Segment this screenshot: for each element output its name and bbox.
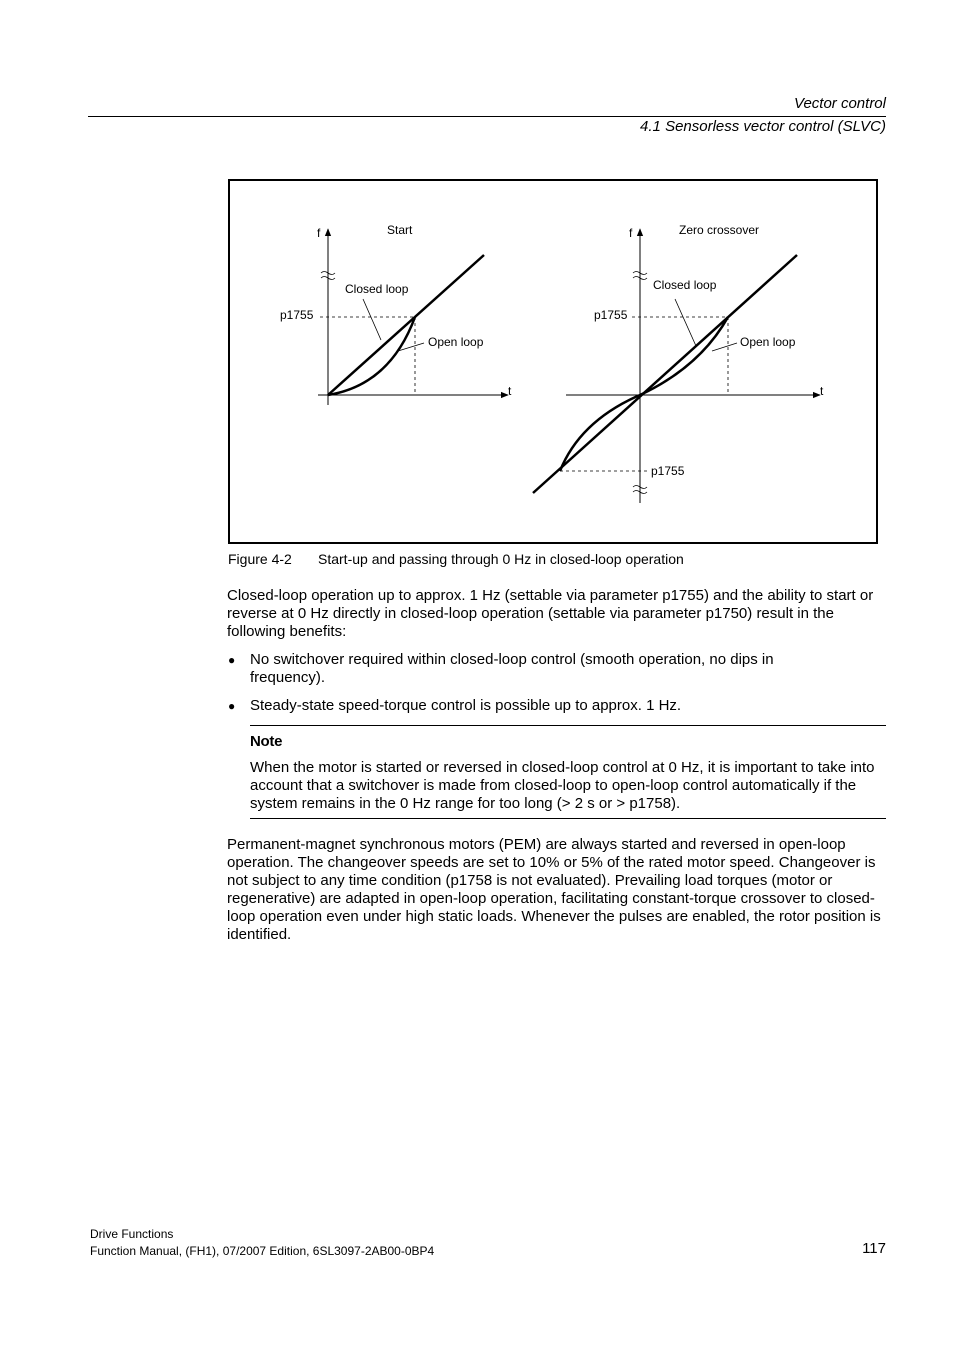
left-closed-loop-label: Closed loop: [345, 282, 409, 296]
list-item-text: No switchover required within closed-loop control (smooth operation, no dips in frequency).: [250, 651, 774, 686]
figure-caption-text: Start-up and passing through 0 Hz in closed-loop operation: [318, 551, 684, 567]
page-number: 117: [862, 1240, 886, 1257]
paragraph-benefits: Closed-loop operation up to approx. 1 Hz (settable via parameter p1755) and the ability to start or reverse at 0 Hz directly in closed-loop operation (settable via parameter p1750) result in the following benefits:: [227, 587, 874, 640]
note-rule-top: [250, 725, 886, 726]
bullet-icon: ●: [228, 699, 236, 713]
right-threshold-pos-label: p1755: [594, 308, 628, 322]
left-title: Start: [387, 223, 413, 237]
footer-line2: Function Manual, (FH1), 07/2007 Edition, 6SL3097-2AB00-0BP4: [90, 1244, 435, 1258]
left-threshold-label: p1755: [280, 308, 314, 322]
right-diagram: [533, 223, 824, 503]
paragraph-pem: Permanent-magnet synchronous motors (PEM) are always started and reversed in open-loop operation. The changeover speeds are set to 10% or 5% of the rated motor speed. Changeover is not subject to any time condition (p1758 is not evaluated). Prevailing load torques (motor or regenerative) are adapted in open-loop operation, facilitating constant-torque crossover to closed-loop operation even under high static loads. Whenever the pulses are enabled, the rotor position is identified.: [227, 836, 881, 943]
figure-frame: [228, 179, 878, 544]
right-open-loop-label: Open loop: [740, 335, 796, 349]
note-rule-bottom: [250, 818, 886, 819]
right-title: Zero crossover: [679, 223, 760, 237]
right-open-loop-leader: [712, 343, 737, 351]
right-x-axis-label: t: [820, 384, 824, 398]
footer-line1: Drive Functions: [90, 1227, 174, 1241]
right-y-axis-label: f: [629, 226, 633, 240]
list-item-text: Steady-state speed-torque control is possible up to approx. 1 Hz.: [250, 697, 682, 714]
left-open-loop-label: Open loop: [428, 335, 484, 349]
figure-diagram: [230, 181, 876, 542]
note-text: When the motor is started or reversed in closed-loop control at 0 Hz, it is important to take into account that a switchover is made from closed-loop to open-loop control automatically if the system remains in the 0 Hz range for too long (> 2 s or > p1758).: [250, 759, 875, 812]
right-closed-loop-leader: [675, 299, 696, 346]
bullet-icon: ●: [228, 653, 236, 667]
footer-info: [90, 1226, 434, 1260]
left-y-axis-label: f: [317, 226, 321, 240]
left-closed-loop-leader: [363, 299, 381, 340]
header-chapter: Vector control: [794, 95, 886, 112]
note-title: Note: [250, 733, 283, 750]
header-rule: [88, 116, 886, 117]
left-closed-loop-line: [328, 255, 484, 395]
figure-caption: [228, 551, 684, 567]
right-threshold-neg-label: p1755: [651, 464, 685, 478]
left-diagram: [280, 223, 512, 405]
left-x-axis-label: t: [508, 384, 512, 398]
header-section: 4.1 Sensorless vector control (SLVC): [640, 118, 886, 135]
figure-caption-number: Figure 4-2: [228, 551, 292, 567]
right-closed-loop-label: Closed loop: [653, 278, 717, 292]
